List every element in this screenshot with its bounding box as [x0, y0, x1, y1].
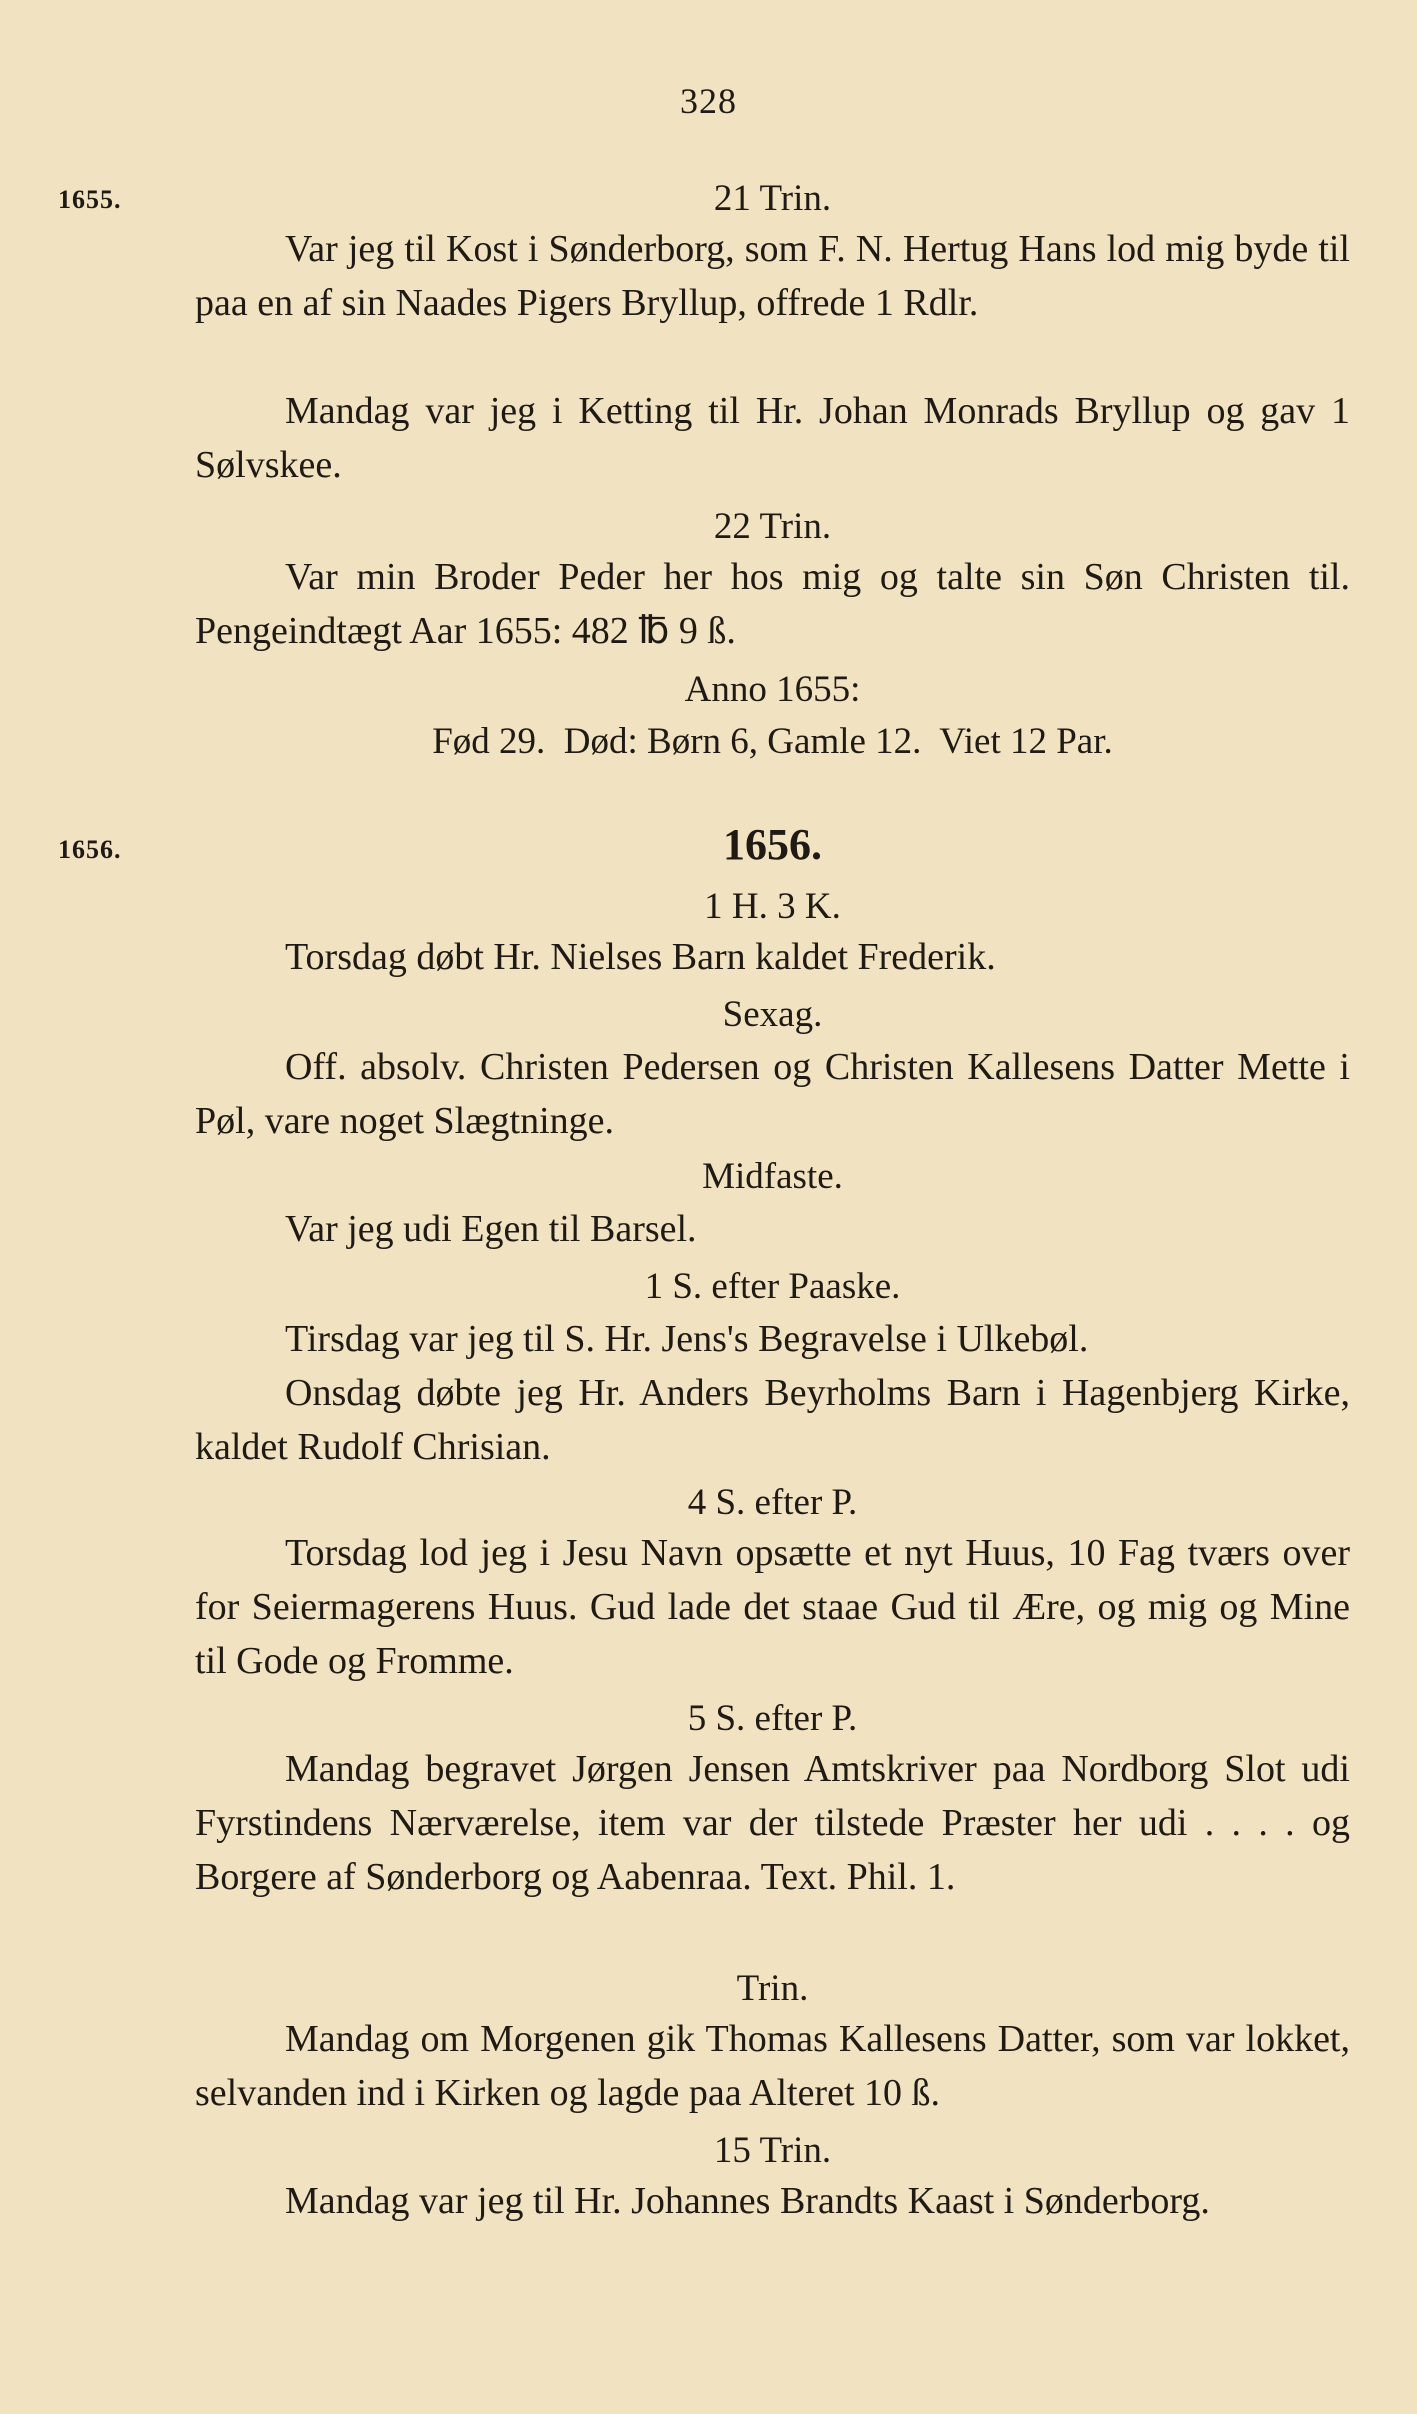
entry-paragraph: Off. absolv. Christen Pedersen og Christen Kallesens Datter Mette i Pøl, vare noget Slægtninge.: [195, 1046, 1350, 1142]
entry-paragraph: Mandag var jeg til Hr. Johannes Brandts Kaast i Sønderborg.: [285, 2180, 1210, 2222]
entry-paragraph: Mandag om Morgenen gik Thomas Kallesens Datter, som var lokket, selvanden ind i Kirken og lagde paa Alteret 10 ß.: [195, 2018, 1350, 2114]
entry-paragraph: Var jeg udi Egen til Barsel.: [285, 1208, 697, 1250]
section-heading: 22 Trin.: [713, 506, 832, 547]
section-heading: 1 H. 3 K.: [704, 886, 841, 927]
entry-paragraph: Onsdag døbte jeg Hr. Anders Beyrholms Barn i Hagenbjerg Kirke, kaldet Rudolf Chrisian.: [195, 1372, 1350, 1468]
entry-paragraph: Tirsdag var jeg til S. Hr. Jens's Begravelse i Ulkebøl.: [285, 1318, 1089, 1360]
section-heading: 5 S. efter P.: [687, 1698, 858, 1739]
year-heading-1656: 1656.: [723, 820, 822, 869]
margin-year-1655: 1655.: [58, 185, 122, 214]
margin-year-1656: 1656.: [58, 835, 122, 864]
section-heading: Midfaste.: [702, 1156, 843, 1197]
entry-paragraph: Torsdag lod jeg i Jesu Navn opsætte et nyt Huus, 10 Fag tværs over for Seiermagerens Huus. Gud lade det staae Gud til Ære, og mig og Mine til Gode og Fromme.: [195, 1532, 1350, 1682]
entry-paragraph: Torsdag døbt Hr. Nielses Barn kaldet Frederik.: [285, 936, 996, 978]
entry-paragraph: Var jeg til Kost i Sønderborg, som F. N. Hertug Hans lod mig byde til paa en af sin Naades Pigers Bryllup, offrede 1 Rdlr.: [195, 228, 1350, 324]
section-heading: Anno 1655:: [684, 669, 861, 710]
entry-paragraph: Var min Broder Peder her hos mig og talte sin Søn Christen til. Pengeindtægt Aar 1655: 482 ℔ 9 ß.: [195, 556, 1350, 652]
section-heading: 1 S. efter Paaske.: [644, 1266, 901, 1307]
summary-line: Fød 29. Død: Børn 6, Gamle 12. Viet 12 Par.: [432, 721, 1113, 762]
section-heading: Sexag.: [722, 994, 823, 1035]
entry-paragraph: Mandag var jeg i Ketting til Hr. Johan Monrads Bryllup og gav 1 Sølvskee.: [195, 390, 1350, 486]
section-heading: 15 Trin.: [713, 2130, 832, 2171]
entry-paragraph: Mandag begravet Jørgen Jensen Amtskriver paa Nordborg Slot udi Fyrstindens Nærværelse, item var der tilstede Præster her udi . . . . og Borgere af Sønderborg og Aabenraa. Text. Phil. 1.: [195, 1748, 1350, 1898]
section-heading: 4 S. efter P.: [687, 1482, 858, 1523]
page-number: 328: [680, 81, 737, 121]
section-heading: 21 Trin.: [713, 178, 832, 219]
section-heading: Trin.: [736, 1968, 809, 2009]
